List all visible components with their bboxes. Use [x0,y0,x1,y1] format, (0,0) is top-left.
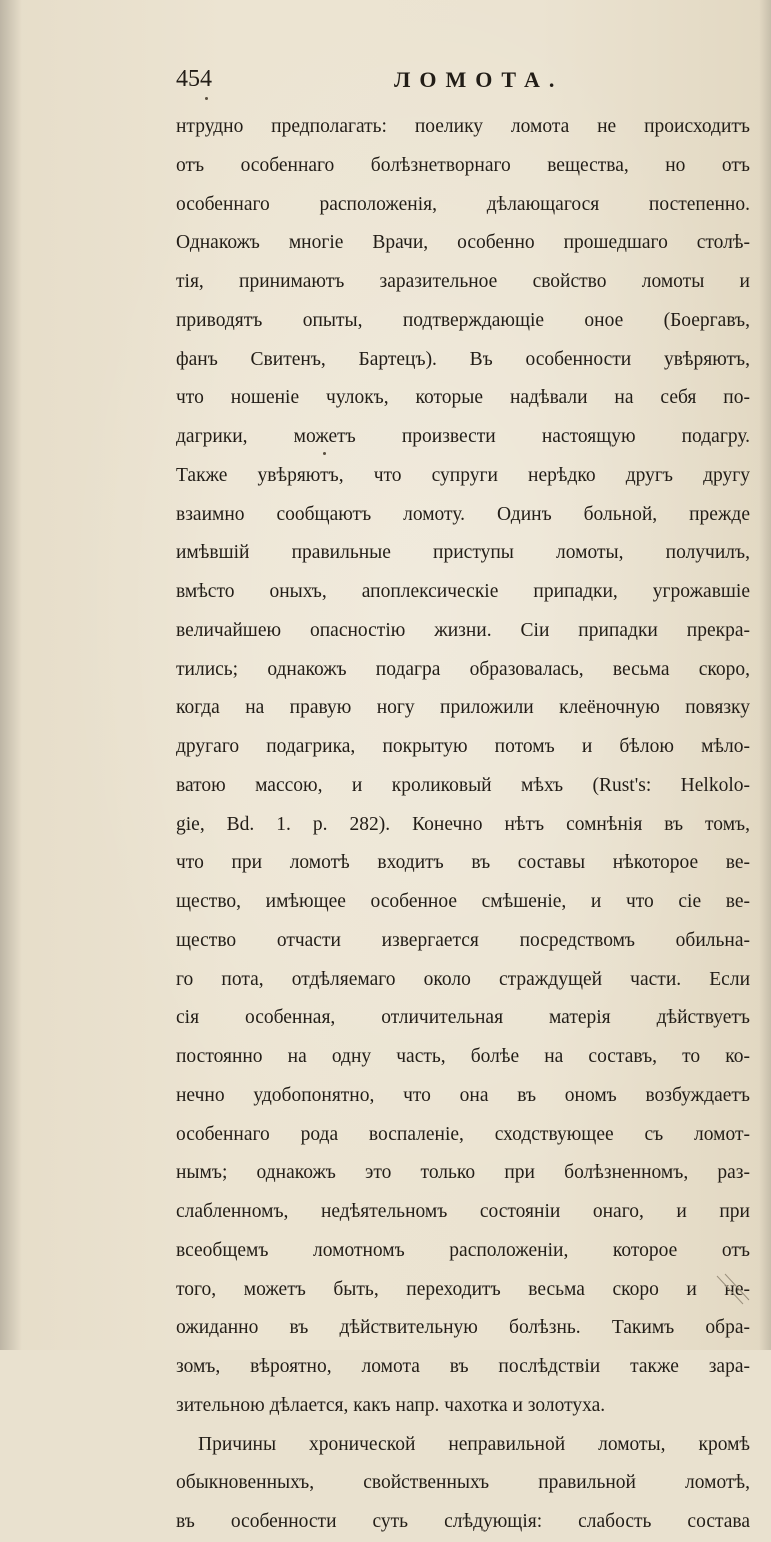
page-number: 454 [176,66,212,92]
running-title: ЛОМОТА. [394,67,564,92]
text-line: зительною дѣлается, какъ напр. чахотка и золотуха. [176,1394,606,1416]
body-text [176,108,750,1542]
text-line: щество, имѣющее особенное смѣшеніе, и что сіе ве- [176,891,750,912]
text-line: постоянно на одну часть, болѣе на составъ, то ко- [176,1046,750,1067]
page-header [176,66,576,106]
text-line: отъ особеннаго болѣзнетворнаго вещества, но отъ [176,154,750,176]
text-line: другаго подагрика, покрытую потомъ и бѣлою мѣло- [176,736,750,757]
text-line: gie, Bd. 1. p. 282). Конечно нѣтъ сомнѣнія въ томъ, [176,813,750,835]
page-edge-shadow [759,0,771,1350]
text-line: Также увѣряютъ, что супруги нерѣдко другъ другу [176,464,750,486]
text-line: зомъ, вѣроятно, ломота въ послѣдствіи также зара- [176,1356,750,1377]
text-line: особеннаго рода воспаленіе, сходствующее съ ломот- [176,1123,750,1145]
text-line: взаимно сообщаютъ ломоту. Одинъ больной, прежде [176,503,750,525]
text-line: ожиданно въ дѣйствительную болѣзнь. Такимъ обра- [176,1317,750,1339]
text-line: тія, принимаютъ заразительное свойство ломоты и [176,271,750,292]
text-line: вмѣсто оныхъ, апоплексическіе припадки, угрожавшіе [176,581,750,602]
text-line: дагрики, можетъ произвести настоящую подагру. [176,426,750,447]
text-line: нечно удобопонятно, что она въ ономъ возбуждаетъ [176,1084,750,1106]
text-line: имѣвшій правильные приступы ломоты, получилъ, [176,542,750,564]
text-line: приводятъ опыты, подтверждающіе оное (Боергавъ, [176,309,750,331]
text-line: сія особенная, отличительная матерія дѣйствуетъ [176,1007,750,1029]
binding-shadow [0,0,22,1350]
text-line: величайшею опасностію жизни. Сіи припадки прекра- [176,619,750,641]
text-line: что при ломотѣ входитъ въ составы нѣкоторое ве- [176,852,750,874]
text-line: въ особенности суть слѣдующія: слабость состава [176,1511,750,1532]
ink-speck [205,97,208,100]
text-line: Однакожъ многіе Врачи, особенно прошедшаго столѣ- [176,232,750,254]
text-line: тились; однакожъ подагра образовалась, весьма скоро, [176,658,750,680]
text-line: слабленномъ, недѣятельномъ состояніи онаго, и при [176,1201,750,1222]
text-line: го пота, отдѣляемаго около страждущей части. Если [176,968,750,990]
text-line: особеннаго расположенія, дѣлающагося постепенно. [176,193,750,215]
ink-speck [323,452,326,455]
text-line: щество отчасти извергается посредствомъ обильна- [176,929,750,951]
corner-scratch-mark [713,1270,753,1310]
text-line: всеобщемъ ломотномъ расположеніи, которое отъ [176,1239,750,1261]
text-line: что ношеніе чулокъ, которые надѣвали на себя по- [176,387,750,409]
text-line: того, можетъ быть, переходитъ весьма скоро и не- [176,1278,750,1300]
text-line: нтрудно предполагать: поелику ломота не происходитъ [176,116,750,137]
text-line: фанъ Свитенъ, Бартецъ). Въ особенности увѣряютъ, [176,348,750,370]
text-line: Причины хронической неправильной ломоты, кромѣ [198,1433,750,1455]
text-line: ватою массою, и кроликовый мѣхъ (Rust's: Helkolo- [176,774,750,796]
text-line: обыкновенныхъ, свойственныхъ правильной ломотѣ, [176,1472,750,1494]
text-line: нымъ; однакожъ это только при болѣзненномъ, раз- [176,1162,750,1184]
text-line: когда на правую ногу приложили клеёночную повязку [176,697,750,719]
